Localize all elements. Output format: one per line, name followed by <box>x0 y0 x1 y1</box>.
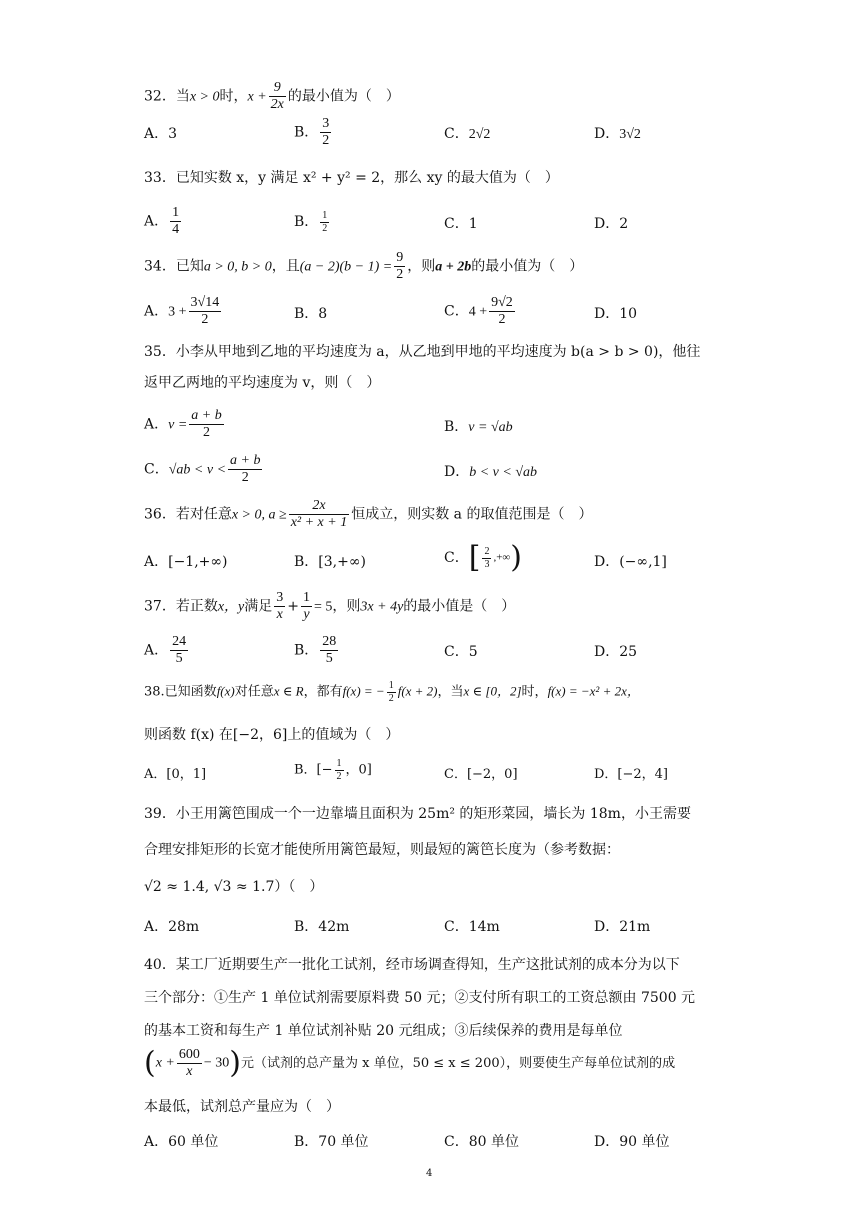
q37-fraction-2 <box>301 590 312 623</box>
q38-text: ，都有 <box>303 684 343 700</box>
q36-c-fraction <box>482 546 491 570</box>
frac-num: 28 <box>320 634 338 651</box>
question-34-stem <box>144 250 583 283</box>
option-value: v = √ab <box>468 420 513 435</box>
q34-tail: 的最小值为（ ） <box>471 258 584 275</box>
frac-num: 1 <box>301 590 312 607</box>
q36-text: 36．若对任意 <box>144 506 232 523</box>
frac-num: 1 <box>388 680 394 691</box>
q40-option-d[interactable]: D．90 单位 <box>594 1134 670 1150</box>
q38-text: 38.已知函数 <box>144 684 217 700</box>
paren-left: ( <box>144 1045 156 1081</box>
option-label: A． <box>144 416 169 433</box>
frac-num: 1 <box>170 205 181 222</box>
option-value: 3 + <box>168 304 187 320</box>
question-40-stem-line3: 的基本工资和每生产 1 单位试剂补贴 20 元组成；③后续保养的费用是每单位 <box>144 1023 623 1039</box>
q40-option-a[interactable]: A．60 单位 <box>144 1134 219 1150</box>
frac-num: 3 <box>320 116 331 133</box>
frac-den: 2 <box>336 770 342 782</box>
q38-text: ，当 <box>437 684 464 700</box>
option-value: 2√2 <box>468 127 491 142</box>
q32-option-a[interactable]: A．3 <box>144 126 178 142</box>
q37-b-fraction <box>320 634 338 667</box>
q37-target: 3x + 4y <box>360 599 404 615</box>
q38-equation: f(x) = − <box>342 683 385 699</box>
q36-condition: x > 0, a ≥ <box>231 507 287 523</box>
q37-a-fraction <box>170 634 188 667</box>
q34-option-c[interactable] <box>444 295 517 328</box>
q34-fraction <box>394 250 405 283</box>
q32-tail: 的最小值为（ ） <box>287 88 400 105</box>
q39-option-a[interactable]: A．28m <box>144 919 200 935</box>
q36-tail: 恒成立，则实数 a 的取值范围是（ ） <box>351 506 593 523</box>
question-35-stem-line2: 返甲乙两地的平均速度为 v，则（ ） <box>144 375 381 391</box>
option-label: A． <box>144 642 169 659</box>
q37-plus: + <box>287 598 299 615</box>
frac-num: 3√14 <box>189 295 222 312</box>
option-value: ,+∞ <box>493 551 511 564</box>
q33-b-fraction <box>320 210 329 234</box>
q36-option-c[interactable] <box>444 540 522 575</box>
page-number: 4 <box>426 1168 433 1179</box>
q35-option-b[interactable] <box>444 420 513 435</box>
q39-option-c[interactable]: C．14m <box>444 919 500 935</box>
q37-option-c[interactable]: C．5 <box>444 644 478 660</box>
q37-fraction-1 <box>274 590 285 623</box>
q34-target: a + 2b <box>435 259 472 275</box>
q39-option-b[interactable]: B．42m <box>294 919 350 935</box>
q34-text: 34．已知 <box>144 258 204 275</box>
q34-option-d[interactable]: D．10 <box>594 306 638 322</box>
question-38-stem-line2: 则函数 f(x) 在[−2，6]上的值域为（ ） <box>144 727 400 743</box>
q38-rule: f(x) = −x² + 2x， <box>547 683 640 699</box>
frac-num: 3 <box>274 590 285 607</box>
frac-den: 2 <box>498 312 506 328</box>
question-33-stem: 33．已知实数 x，y 满足 x² + y² = 2，那么 xy 的最大值为（ ） <box>144 170 559 186</box>
q32-frac-den: 2x <box>270 97 284 113</box>
frac-num: 1 <box>322 210 328 221</box>
frac-den: y <box>303 607 310 623</box>
q34-equation: (a − 2)(b − 1) = <box>299 259 393 275</box>
frac-den: 4 <box>172 222 180 238</box>
q32-number: 32．当 <box>144 88 190 105</box>
q40-option-c[interactable]: C．80 单位 <box>444 1134 519 1150</box>
frac-den: 2 <box>241 470 249 486</box>
q37-option-b[interactable] <box>294 634 340 667</box>
frac-num: 2 <box>484 546 490 557</box>
frac-num: 600 <box>177 1047 202 1064</box>
q40-expression: − 30 <box>203 1055 230 1071</box>
q38-option-d[interactable]: D．[−2，4] <box>594 767 669 782</box>
option-label: B． <box>444 419 469 435</box>
question-36-stem <box>144 498 592 531</box>
question-40-stem-line4 <box>144 1047 675 1080</box>
frac-den: 3 <box>484 558 490 570</box>
q38-option-b[interactable] <box>294 758 372 782</box>
q40-text: 元（试剂的总产量为 x 单位，50 ≤ x ≤ 200），则要使生产每单位试剂的成 <box>241 1056 676 1072</box>
frac-num: 24 <box>170 634 188 651</box>
q33-a-fraction <box>170 205 181 238</box>
question-37-stem <box>144 590 515 623</box>
q32-frac-num: 9 <box>269 80 286 97</box>
q32-condition: x > 0 <box>189 89 220 105</box>
q40-fraction <box>177 1047 202 1080</box>
paren-right: ) <box>229 1045 242 1081</box>
question-32-stem <box>144 80 400 113</box>
option-label: A． <box>144 303 169 320</box>
question-39-stem-line1: 39．小王用篱笆围成一个一边靠墙且面积为 25m² 的矩形菜园，墙长为 18m，小王需要 <box>144 806 691 822</box>
q37-option-d[interactable]: D．25 <box>594 644 638 660</box>
frac-den: 2 <box>388 692 394 704</box>
frac-num: 9 <box>394 250 405 267</box>
q36-option-d[interactable]: D．(−∞,1] <box>594 554 667 570</box>
q32-expression: x + <box>247 89 267 105</box>
q33-option-a[interactable] <box>144 205 183 238</box>
option-value: v = <box>168 417 188 433</box>
q34-text: ，且 <box>271 258 300 275</box>
q38-text: 对任意 <box>234 684 274 700</box>
q38-domain: x ∈ R <box>273 683 304 699</box>
q34-text: ，则 <box>407 258 436 275</box>
q33-option-c[interactable]: C．1 <box>444 216 478 232</box>
q34-option-b[interactable]: B．8 <box>294 306 328 322</box>
q33-option-b[interactable] <box>294 210 331 234</box>
q37-equation: = 5，则 <box>314 599 361 615</box>
q39-option-d[interactable]: D．21m <box>594 919 651 935</box>
question-40-stem-line2: 三个部分：①生产 1 单位试剂需要原料费 50 元；②支付所有职工的工资总额由 7500 元 <box>144 990 696 1006</box>
q34-option-a[interactable] <box>144 295 223 328</box>
q36-option-a[interactable]: A．[−1,+∞) <box>144 554 228 570</box>
q40-expression: x + <box>155 1055 175 1071</box>
option-label: B． <box>294 214 319 230</box>
frac-den: 5 <box>175 651 183 667</box>
option-label: C． <box>444 303 469 320</box>
option-label: C． <box>144 461 169 478</box>
frac-den: 5 <box>325 651 333 667</box>
bracket-left: [ <box>468 540 481 575</box>
q38-option-a[interactable]: A．[0，1] <box>144 767 207 782</box>
frac-num: 2x <box>289 498 350 515</box>
frac-num: a + b <box>228 453 262 470</box>
q32-text: 时， <box>219 88 248 105</box>
frac-num: a + b <box>189 408 223 425</box>
q32-option-b[interactable] <box>294 116 333 149</box>
q38-option-c[interactable]: C．[−2，0] <box>444 767 518 782</box>
frac-num: 9√2 <box>489 295 515 312</box>
q38-equation: f(x + 2) <box>397 683 438 699</box>
option-value: 3√2 <box>619 127 641 142</box>
question-35-stem-line1: 35．小李从甲地到乙地的平均速度为 a，从乙地到甲地的平均速度为 b(a > b > 0)，他往 <box>144 344 701 360</box>
q37-tail: 的最小值是（ ） <box>403 598 516 615</box>
frac-den: 2 <box>396 267 404 283</box>
option-label: C． <box>444 550 469 566</box>
frac-den: x <box>276 607 283 623</box>
question-40-stem-line1: 40．某工厂近期要生产一批化工试剂，经市场调查得知，生产这批试剂的成本分为以下 <box>144 957 680 973</box>
option-value: b < v < √ab <box>469 465 538 480</box>
q35-option-c[interactable] <box>144 453 264 486</box>
frac-den: 2 <box>203 425 211 441</box>
q38-interval: x ∈ [0，2] <box>463 683 522 699</box>
q36-option-b[interactable]: B．[3,+∞) <box>294 554 366 570</box>
option-value: ，0] <box>345 762 372 778</box>
q38-text: 时， <box>521 684 548 700</box>
question-40-stem-line5: 本最低，试剂总产量应为（ ） <box>144 1099 340 1115</box>
question-39-stem-line2: 合理安排矩形的长宽才能使所用篱笆最短，则最短的篱笆长度为（参考数据： <box>144 842 620 858</box>
option-label: C． <box>444 126 469 142</box>
q34-c-fraction <box>489 295 515 328</box>
q35-a-fraction <box>189 408 223 441</box>
q32-option-c[interactable] <box>444 127 490 142</box>
q40-option-b[interactable]: B．70 单位 <box>294 1134 369 1150</box>
q34-a-fraction <box>189 295 222 328</box>
frac-den: 2 <box>322 222 328 234</box>
q35-option-a[interactable] <box>144 408 226 441</box>
frac-num: 1 <box>336 758 342 769</box>
q37-text: 37．若正数 <box>144 598 218 615</box>
question-39-stem-line3: √2 ≈ 1.4, √3 ≈ 1.7）（ ） <box>144 879 324 895</box>
option-value: √ab < v < <box>168 462 227 478</box>
option-label: B．[− <box>294 762 333 778</box>
q35-option-d[interactable] <box>444 465 537 480</box>
q38-fx: f(x) <box>216 683 235 699</box>
option-label: B． <box>294 642 319 659</box>
q32-b-fraction <box>320 116 331 149</box>
frac-den: 2 <box>322 133 330 149</box>
option-label: B． <box>294 124 319 141</box>
q38-fraction <box>387 680 396 704</box>
q32-option-d[interactable] <box>594 127 641 142</box>
q32-fraction <box>269 80 286 113</box>
option-label: A． <box>144 213 169 230</box>
q38-b-fraction <box>335 758 344 782</box>
option-label: D． <box>444 464 470 480</box>
q35-c-fraction <box>228 453 262 486</box>
question-38-stem-line1 <box>144 680 640 704</box>
option-label: D． <box>594 126 620 142</box>
q37-option-a[interactable] <box>144 634 190 667</box>
q33-option-d[interactable]: D．2 <box>594 216 629 232</box>
q37-vars: x，y <box>217 599 245 615</box>
q34-condition: a > 0, b > 0 <box>203 259 272 275</box>
frac-den: x² + x + 1 <box>290 515 348 531</box>
frac-den: 2 <box>201 312 209 328</box>
q37-text: 满足 <box>244 598 273 615</box>
q36-fraction <box>289 498 350 531</box>
frac-den: x <box>186 1064 193 1080</box>
option-value: 4 + <box>468 304 488 320</box>
paren-right: ) <box>510 540 522 575</box>
